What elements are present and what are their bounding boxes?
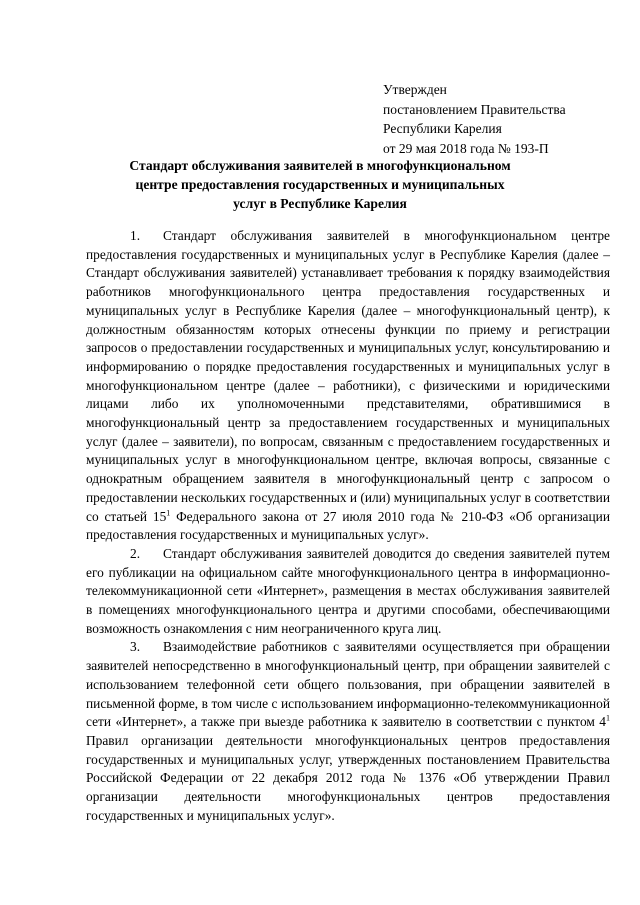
document-title [80,157,560,213]
title-line: Стандарт обслуживания заявителей в многофункциональном [129,158,511,173]
approval-line: постановлением Правительства [383,101,566,117]
paragraph-text: Федерального закона от 27 июля 2010 года № 210-ФЗ «Об организации предоставления государственных и муниципальных услуг». [86,508,610,543]
superscript: 1 [166,508,171,518]
approval-line: от 29 мая 2018 года № 193-П [383,140,549,156]
title-line: услуг в Республике Карелия [233,195,407,211]
paragraph-3 [86,638,610,825]
document-body [86,227,610,826]
paragraph-text: Стандарт обслуживания заявителей доводится до сведения заявителей путем его публикации на официальном сайте многофункционального центра в информационно-телекоммуникационной сети «Интернет», размещения в местах обслуживания заявителей в помещениях многофункционального центра и другими способами, обеспечивающими возможность ознакомления с ним неограниченного круга лиц. [86,545,610,636]
paragraph-text: Правил организации деятельности многофункциональных центров предоставления государственных и муниципальных услуг, утвержденных постановлением Правительства Российской Федерации от 22 декабря 2012 года № 1376 «Об утверждении Правил организации деятельности многофункциональных центров предоставления государственных и муниципальных услуг». [86,732,610,823]
approval-block [383,80,623,158]
approval-line: Утвержден [383,82,447,97]
superscript: 1 [606,713,610,723]
paragraph-1 [86,227,610,545]
paragraph-text: Взаимодействие работников с заявителями осуществляется при обращении заявителей непосредственно в многофункциональный центр, при обращении заявителей с использованием телефонной сети общего пользования, при обращении заявителей в письменной форме, в том числе с использованием информационно-телекоммуникационной сети «Интернет», а также при выезде работника к заявителю в соответствии с пунктом 4 [86,639,610,730]
paragraph-text: Стандарт обслуживания заявителей в многофункциональном центре предоставления государственных и муниципальных услуг в Республике Карелия (далее – Стандарт обслуживания заявителей) устанавливает требования к порядку взаимодействия работников многофункционального центра предоставления государственных и муниципальных услуг в Республике Карелия (далее – многофункциональный центр), к должностным обязанностям которых отнесены функции по приему и регистрации запросов о предоставлении государственных и муниципальных услуг, консультированию и информированию о порядке предоставления государственных и муниципальных услуг в многофункциональном центре (далее – работники), с физическими и юридическими лицами либо их уполномоченными представителями, обратившимися в многофункциональный центр за предоставлением государственных и муниципальных услуг (далее – заявители), по вопросам, связанным с предоставлением государственных и муниципальных услуг в многофункциональном центре, включая вопросы, связанные с однократным обращением заявителя в многофункциональный центр с запросом о предоставлении нескольких государственных и (или) муниципальных услуг в соответствии со статьей 15 [86,228,610,524]
approval-line: Республики Карелия [383,121,502,136]
title-line: центре предоставления государственных и муниципальных [135,176,505,192]
paragraph-2 [86,545,610,639]
paragraph-number: 3. [130,639,141,655]
paragraph-number: 2. [130,545,141,561]
paragraph-number: 1. [130,228,141,243]
